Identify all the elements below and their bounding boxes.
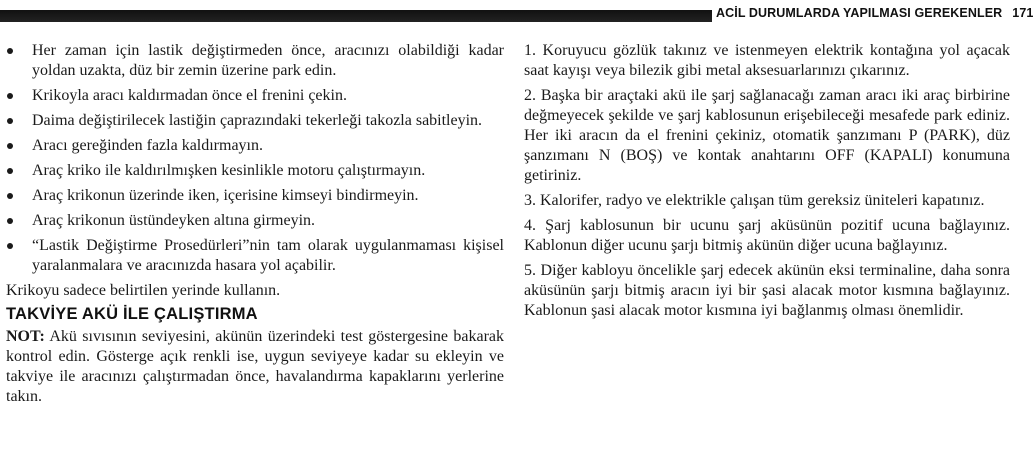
safety-bullet-list <box>6 41 504 276</box>
step-item: 1. Koruyucu gözlük takınız ve istenmeyen elektrik kontağına yol açacak saat kayışı veya bilezik gibi metal aksesuarlarınızı çıkarınız. <box>524 42 1010 79</box>
right-column <box>524 41 1010 326</box>
list-item <box>6 161 504 181</box>
note-label: NOT: <box>6 328 45 345</box>
list-item <box>6 186 504 206</box>
list-item-text: Aracı gereğinden fazla kaldırmayın. <box>32 137 263 154</box>
list-item-text: Krikoyla aracı kaldırmadan önce el frenini çekin. <box>32 87 347 104</box>
list-item <box>6 236 504 276</box>
bullet-icon <box>7 143 13 149</box>
list-item-text: Her zaman için lastik değiştirmeden önce, aracınızı olabildiği kadar yoldan uzakta, düz bir zemin üzerine park edin. <box>32 42 504 79</box>
step-item: 2. Başka bir araçtaki akü ile şarj sağlanacağı zaman aracı iki araç birbirine değmeyecek şekilde ve şarj kablosunun erişebileceği mesafede park ediniz. Her iki aracın da el frenini çekiniz, otomatik şanzımanı P (PARK), düz şanzımanı N (BOŞ) ve kontak anahtarını OFF (KAPALI) konumuna getiriniz. <box>524 87 1010 184</box>
list-item <box>6 86 504 106</box>
page-number: 171 <box>1012 6 1033 20</box>
list-item <box>6 136 504 156</box>
left-column <box>6 41 504 407</box>
note-text: Akü sıvısının seviyesini, akünün üzerindeki test göstergesine bakarak kontrol edin. Gösterge açık renkli ise, uygun seviyeye kadar su ekleyin ve takviye ile aracınızı çalıştırmadan önce, havalandırma kapaklarını yerlerine takın. <box>6 328 504 405</box>
section-heading: TAKVİYE AKÜ İLE ÇALIŞTIRMA <box>6 305 258 323</box>
header-rule <box>0 10 712 22</box>
jump-start-steps <box>524 41 1010 321</box>
bullet-icon <box>7 193 13 199</box>
jack-usage-note: Krikoyu sadece belirtilen yerinde kullanın. <box>6 282 281 299</box>
list-item <box>6 211 504 231</box>
bullet-icon <box>7 48 13 54</box>
step-item: 4. Şarj kablosunun bir ucunu şarj aküsünün pozitif ucuna bağlayınız. Kablonun diğer ucunu şarjı bitmiş akünün diğer ucuna bağlayınız. <box>524 217 1010 254</box>
list-item-text: Daima değiştirilecek lastiğin çaprazındaki tekerleği takozla sabitleyin. <box>32 112 483 129</box>
step-item: 5. Diğer kabloyu öncelikle şarj edecek akünün eksi terminaline, daha sonra aküsünün şarjı bitmiş aracın iyi bir şasi alacak motor kısmına bağlayınız. Kablonun şasi alacak motor kısmına iyi bağlanmış olması önemlidir. <box>524 262 1010 319</box>
list-item-text: Araç kriko ile kaldırılmışken kesinlikle motoru çalıştırmayın. <box>32 162 426 179</box>
step-item: 3. Kalorifer, radyo ve elektrikle çalışan tüm gereksiz üniteleri kapatınız. <box>524 192 985 209</box>
bullet-icon <box>7 218 13 224</box>
bullet-icon <box>7 168 13 174</box>
bullet-icon <box>7 243 13 249</box>
list-item <box>6 41 504 81</box>
list-item <box>6 111 504 131</box>
list-item-text: “Lastik Değiştirme Prosedürleri”nin tam olarak uygulanmaması kişisel yaralanmalara ve aracınızda hasara yol açabilir. <box>32 237 504 274</box>
list-item-text: Araç krikonun üzerinde iken, içerisine kimseyi bindirmeyin. <box>32 187 419 204</box>
battery-note <box>6 327 504 407</box>
list-item-text: Araç krikonun üstündeyken altına girmeyin. <box>32 212 316 229</box>
running-header <box>716 6 1033 20</box>
bullet-icon <box>7 93 13 99</box>
bullet-icon <box>7 118 13 124</box>
section-title: ACİL DURUMLARDA YAPILMASI GEREKENLER <box>716 6 1003 20</box>
